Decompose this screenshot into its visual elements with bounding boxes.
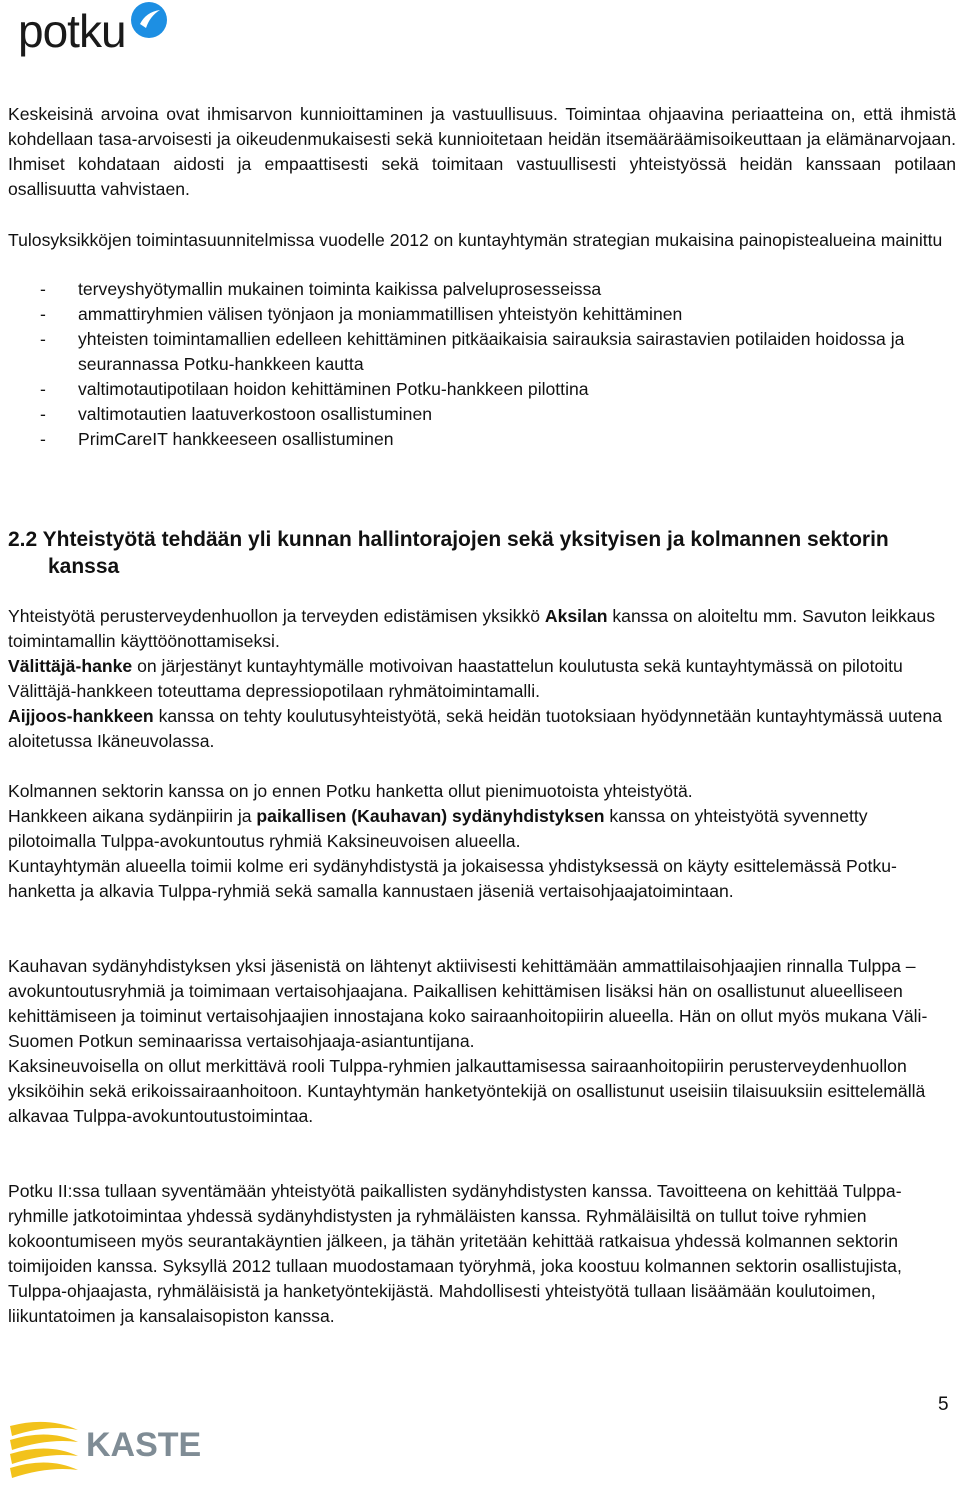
paragraph-kauhava xyxy=(8,954,956,1129)
bullet-dash: - xyxy=(40,429,46,449)
list-item-text: ammattiryhmien välisen työnjaon ja moniammatillisen yhteistyön kehittäminen xyxy=(78,304,683,324)
list-item xyxy=(8,402,956,427)
list-item-text: valtimotautipotilaan hoidon kehittäminen Potku-hankkeen pilottina xyxy=(78,379,589,399)
paragraph-partners xyxy=(8,604,956,754)
potku-ii-text: Potku II:ssa tullaan syventämään yhteistyötä paikallisten sydänyhdistysten kanssa. Tavoitteena on kehittää Tulppa-ryhmille jatkotoimintaa yhdessä sydänyhdistysten ja ryhmäläisten kanssa. Ryhmäläisiltä on tullut toive ryhmien kokoontumiseen myös seurantakäyntien jälkeen, ja tähän yritetään kehittää ratkaisua yhdessä kolmannen sektorin toimijoiden kanssa. Syksyllä 2012 tullaan muodostamaan työryhmä, joka koostuu kolmannen sektorin osallistujista, Tulppa-ohjaajasta, ryhmäläisistä ja hanketyöntekijästä. Mahdollisesti yhteistyötä tullaan lisäämään koulutoimen, liikuntatoimen ja kansalaisopiston kanssa. xyxy=(8,1181,902,1326)
third-sector-text-1: Kolmannen sektorin kanssa on jo ennen Potku hanketta ollut pienimuotoista yhteistyötä. xyxy=(8,781,693,801)
priorities-list xyxy=(8,277,956,452)
list-item xyxy=(8,302,956,327)
third-sector-2-pre: Hankkeen aikana sydänpiirin ja xyxy=(8,806,257,826)
aksila-text xyxy=(8,604,956,654)
priorities-intro-text: Tulosyksikköjen toimintasuunnitelmissa vuodelle 2012 on kuntayhtymän strategian mukaisina painopistealueina mainittu xyxy=(8,230,943,250)
list-item-text: valtimotautien laatuverkostoon osallistuminen xyxy=(78,404,433,424)
bullet-dash: - xyxy=(40,404,46,424)
valittaja-text xyxy=(8,654,956,704)
bullet-dash: - xyxy=(40,379,46,399)
list-item xyxy=(8,277,956,302)
list-item-text: yhteisten toimintamallien edelleen kehittäminen pitkäaikaisia sairauksia sairastavien potilaiden hoidossa ja seurannassa Potku-hankkeen kautta xyxy=(78,329,905,374)
third-sector-2-bold: paikallisen (Kauhavan) sydänyhdistyksen xyxy=(256,806,605,826)
section-heading-2-2: 2.2 Yhteistyötä tehdään yli kunnan hallintorajojen sekä yksityisen ja kolmannen sektorin kanssa xyxy=(8,528,889,578)
list-item xyxy=(8,377,956,402)
bullet-dash: - xyxy=(40,279,46,299)
values-text: Keskeisinä arvoina ovat ihmisarvon kunnioittaminen ja vastuullisuus. Toimintaa ohjaavina periaatteina on, että ihmistä kohdellaan tasa-arvoisesti ja oikeudenmukaisesti sekä kunnioitetaan heidän itsemääräämisoikeuttaan ja elämänarvojaan. Ihmiset kohdataan aidosti ja empaattisesti sekä toimitaan vastuullisesti yhteistyössä heidän kanssaan potilaan osallisuutta vahvistaen. xyxy=(8,104,956,199)
paragraph-third-sector xyxy=(8,779,956,904)
valittaja-bold: Välittäjä-hanke xyxy=(8,656,133,676)
kaste-logo-mark-icon xyxy=(8,1416,218,1486)
potku-logo-mark-icon xyxy=(130,0,168,40)
page-number: 5 xyxy=(938,1394,949,1415)
potku-logo xyxy=(18,0,168,64)
aijjoos-text xyxy=(8,704,956,754)
third-sector-text-3: Kuntayhtymän alueella toimii kolme eri sydänyhdistystä ja jokaisessa yhdistyksessä on käyty esittelemässä Potku-hanketta ja alkavia Tulppa-ryhmiä sekä samalla kannustaen jäseniä vertaisohjaajatoimintaan. xyxy=(8,856,897,901)
kaste-logo-text: KASTE xyxy=(86,1426,202,1464)
paragraph-potku-ii xyxy=(8,1179,956,1329)
aijjoos-bold: Aijjoos-hankkeen xyxy=(8,706,154,726)
aksila-post: kanssa on aloiteltu mm. Savuton leikkaus toimintamallin käyttöönottamiseksi. xyxy=(8,606,936,651)
aksila-pre: Yhteistyötä perusterveydenhuollon ja terveyden edistämisen yksikkö xyxy=(8,606,545,626)
paragraph-priorities-intro xyxy=(8,228,956,253)
aksila-bold: Aksilan xyxy=(544,606,608,626)
potku-logo-text: potku xyxy=(18,5,126,57)
valittaja-post: on järjestänyt kuntayhtymälle motivoivan haastattelun koulutusta sekä kuntayhtymässä on pilotoitu Välittäjä-hankkeen toteuttama depressiopotilaan ryhmätoimintamalli. xyxy=(8,656,903,701)
bullet-dash: - xyxy=(40,329,46,349)
paragraph-values xyxy=(8,102,956,202)
third-sector-text-2 xyxy=(8,804,956,854)
list-item xyxy=(8,427,956,452)
third-sector-2-post: kanssa on yhteistyötä syvennetty pilotoimalla Tulppa-avokuntoutus ryhmiä Kaksineuvoisen alueella. xyxy=(8,806,868,851)
bullet-dash: - xyxy=(40,304,46,324)
kauhava-text-2: Kaksineuvoisella on ollut merkittävä rooli Tulppa-ryhmien jalkauttamisessa sairaanhoitopiirin perusterveydenhuollon yksiköihin sekä erikoissairaanhoitoon. Kuntayhtymän hanketyöntekijä on osallistunut useisiin tilaisuuksiin esittelemällä alkavaa Tulppa-avokuntoutustoimintaa. xyxy=(8,1056,926,1126)
kauhava-text-1: Kauhavan sydänyhdistyksen yksi jäsenistä on lähtenyt aktiivisesti kehittämään ammattilaisohjaajien rinnalla Tulppa – avokuntoutusryhmiä ja toimimaan vertaisohjaajana. Paikallisen kehittämisen lisäksi hän on osallistunut alueelliseen kehittämiseen ja toiminut vertaisohjaajien innostajana koko sairaanhoitopiirin alueella. Hän on ollut myös mukana Väli-Suomen Potkun seminaarissa vertaisohjaaja-asiantuntijana. xyxy=(8,956,928,1051)
aijjoos-post: kanssa on tehty koulutusyhteistyötä, sekä heidän tuotoksiaan hyödynnetään kuntayhtymässä uutena aloitetussa Ikäneuvolassa. xyxy=(8,706,943,751)
kaste-logo xyxy=(8,1416,218,1486)
list-item xyxy=(8,327,956,377)
list-item-text: terveyshyötymallin mukainen toiminta kaikissa palveluprosesseissa xyxy=(78,279,602,299)
list-item-text: PrimCareIT hankkeeseen osallistuminen xyxy=(78,429,394,449)
